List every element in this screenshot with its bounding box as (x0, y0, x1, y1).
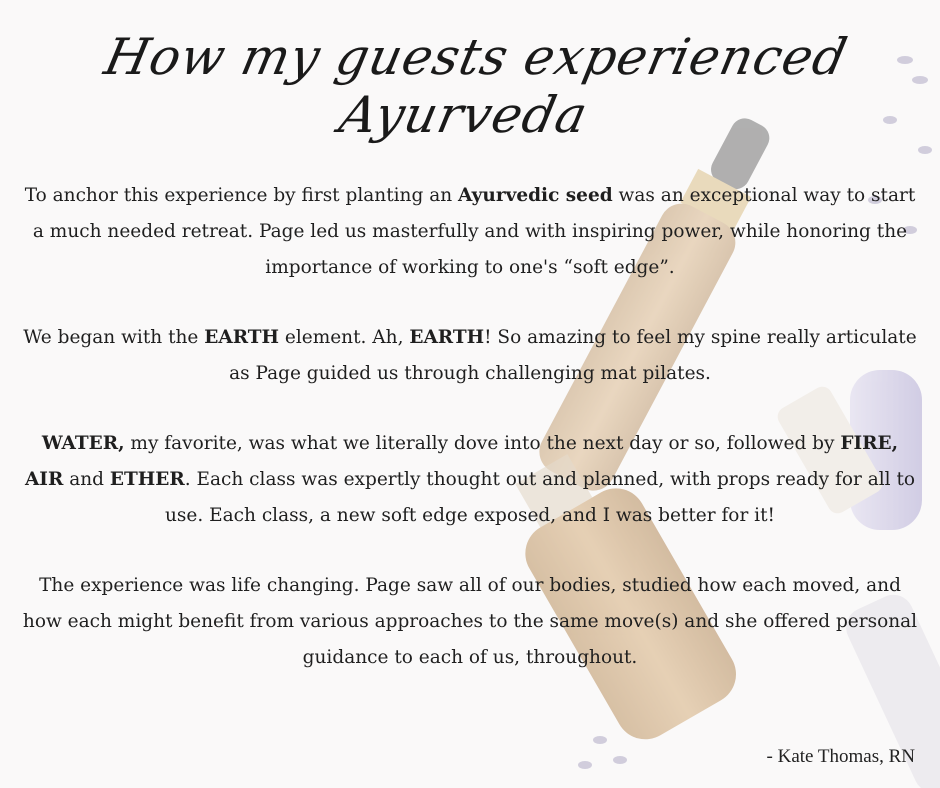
paragraph (20, 568, 920, 676)
text-segment: We began with the (23, 327, 205, 348)
paragraph (20, 320, 920, 392)
text-segment: . Each class was expertly thought out and planned, with props ready for all to use. Each class, a new soft edge exposed, and I was better for it! (165, 469, 916, 526)
text-segment: was an exceptional way to start a much needed retreat. Page led us masterfully and with inspiring power, while honoring the importance of working to one's “soft edge”. (32, 185, 916, 278)
text-segment: To anchor this experience by first planting an (24, 185, 459, 206)
bold-text: EARTH (409, 327, 485, 348)
text-segment: and (63, 469, 110, 490)
bold-text: EARTH (204, 327, 279, 348)
text-segment: my favorite, was what we literally dove into the next day or so, followed by (124, 433, 841, 454)
bold-text: FIRE, AIR (24, 433, 899, 490)
bold-text: Ayurvedic seed (458, 185, 613, 206)
testimonial-body (20, 178, 920, 710)
bold-text: WATER, (41, 433, 125, 454)
paragraph (20, 426, 920, 534)
text-segment: element. Ah, (279, 327, 410, 348)
text-segment: ! So amazing to feel my spine really articulate as Page guided us through challenging mat pilates. (229, 327, 917, 384)
paragraph (20, 178, 920, 286)
bold-text: ETHER (109, 469, 185, 490)
page-title: How my guests experienced Ayurveda (99, 28, 853, 144)
signature: - Kate Thomas, RN (766, 746, 915, 767)
text-segment: The experience was life changing. Page saw all of our bodies, studied how each moved, and how each might benefit from various approaches to the same move(s) and she offered personal guidance to each of us, throughout. (22, 575, 918, 668)
